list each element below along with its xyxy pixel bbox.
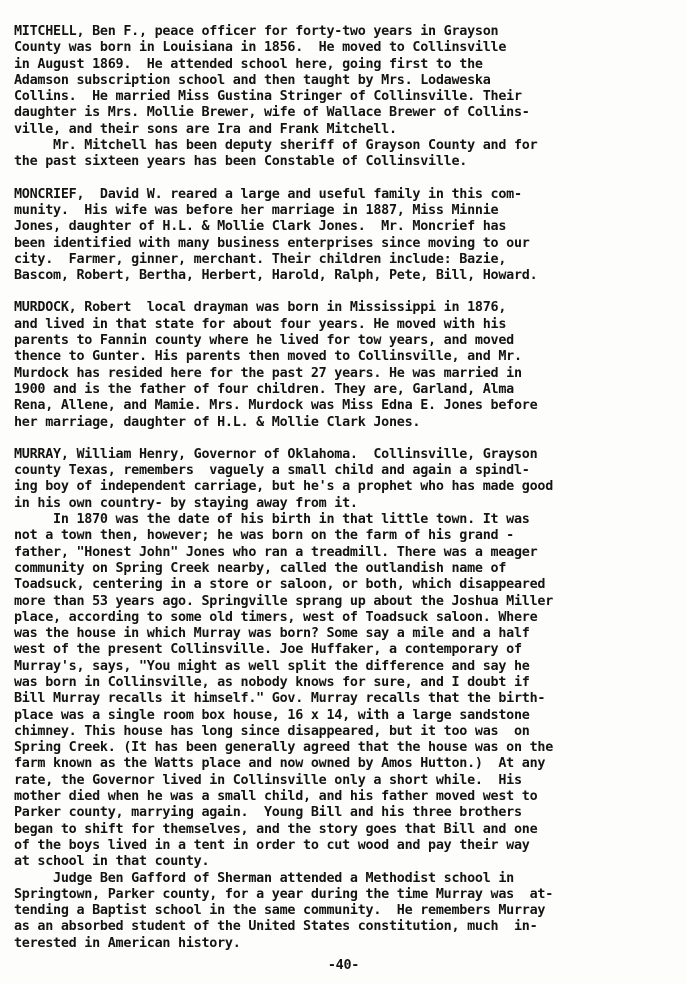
text-line: of the boys lived in a tent in order to cut wood and pay their way bbox=[14, 837, 530, 853]
text-line: Spring Creek. (It has been generally agreed that the house was on the bbox=[14, 740, 554, 756]
text-line: place was a single room box house, 16 x 14, with a large sandstone bbox=[14, 707, 530, 723]
text-line: Murray's, says, "You might as well split the difference and say he bbox=[14, 658, 530, 674]
text-line: parents to Fannin county where he lived for tow years, and moved bbox=[14, 333, 514, 349]
text-line: terested in American history. bbox=[14, 935, 241, 951]
text-line: MONCRIEF, David W. reared a large and useful family in this com- bbox=[14, 186, 522, 202]
text-line: In 1870 was the date of his birth in that little town. It was bbox=[14, 512, 530, 528]
text-line: farm known as the Watts place and now owned by Amos Hutton.) At any bbox=[14, 756, 546, 772]
text-line: MURDOCK, Robert local drayman was born in Mississippi in 1876, bbox=[14, 300, 507, 316]
text-line: as an absorbed student of the United States constitution, much in- bbox=[14, 919, 538, 935]
text-line: thence to Gunter. His parents then moved to Collinsville, and Mr. bbox=[14, 349, 522, 365]
text-line: MITCHELL, Ben F., peace officer for forty-two years in Grayson bbox=[14, 24, 499, 39]
text-line: munity. His wife was before her marriage in 1887, Miss Minnie bbox=[14, 202, 499, 218]
text-line: Toadsuck, centering in a store or saloon, or both, which disappeared bbox=[14, 577, 546, 593]
text-line: mother died when he was a small child, and his father moved west to bbox=[14, 789, 538, 805]
text-line: at school in that county. bbox=[14, 854, 210, 870]
text-line: Rena, Allene, and Mamie. Mrs. Murdock was Miss Edna E. Jones before bbox=[14, 398, 538, 414]
text-line: began to shift for themselves, and the story goes that Bill and one bbox=[14, 821, 538, 837]
text-line: county Texas, remembers vaguely a small child and again a spindl- bbox=[14, 463, 530, 479]
text-line: rate, the Governor lived in Collinsville only a short while. His bbox=[14, 772, 522, 788]
text-line: Adamson subscription school and then taught by Mrs. Lodaweska bbox=[14, 72, 491, 88]
text-line: ing boy of independent carriage, but he's a prophet who has made good bbox=[14, 479, 554, 495]
text-line: community on Spring Creek nearby, called the outlandish name of bbox=[14, 560, 507, 576]
text-line: daughter is Mrs. Mollie Brewer, wife of Wallace Brewer of Collins- bbox=[14, 105, 530, 121]
text-line: west of the present Collinsville. Joe Huffaker, a contemporary of bbox=[14, 642, 522, 658]
text-line: tending a Baptist school in the same community. He remembers Murray bbox=[14, 903, 546, 919]
text-line: Bascom, Robert, Bertha, Herbert, Harold, Ralph, Pete, Bill, Howard. bbox=[14, 268, 538, 284]
text-line: been identified with many business enterprises since moving to our bbox=[14, 235, 530, 251]
text-line: Murdock has resided here for the past 27 years. He was married in bbox=[14, 365, 522, 381]
text-line: place, according to some old timers, west of Toadsuck saloon. Where bbox=[14, 609, 538, 625]
text-line: Jones, daughter of H.L. & Mollie Clark Jones. Mr. Moncrief has bbox=[14, 219, 507, 235]
entry-murray bbox=[14, 447, 676, 952]
text-line: city. Farmer, ginner, merchant. Their children include: Bazie, bbox=[14, 251, 507, 267]
entry-murdock bbox=[14, 300, 676, 430]
text-line: more than 53 years ago. Springville sprang up about the Joshua Miller bbox=[14, 593, 554, 609]
text-line: Parker county, marrying again. Young Bill and his three brothers bbox=[14, 805, 522, 821]
entry-moncrief bbox=[14, 187, 676, 285]
text-line: Bill Murray recalls it himself." Gov. Murray recalls that the birth- bbox=[14, 691, 546, 707]
text-line: and lived in that state for about four years. He moved with his bbox=[14, 316, 507, 332]
document-body bbox=[14, 24, 676, 968]
text-line: her marriage, daughter of H.L. & Mollie Clark Jones. bbox=[14, 414, 421, 430]
entry-mitchell bbox=[14, 24, 676, 171]
text-line: not a town then, however; he was born on the farm of his grand - bbox=[14, 528, 514, 544]
text-line: Judge Ben Gafford of Sherman attended a Methodist school in bbox=[14, 870, 514, 886]
text-line: 1900 and is the father of four children. They are, Garland, Alma bbox=[14, 381, 514, 397]
text-line: the past sixteen years has been Constable of Collinsville. bbox=[14, 154, 468, 170]
text-line: father, "Honest John" Jones who ran a treadmill. There was a meager bbox=[14, 544, 538, 560]
text-line: chimney. This house has long since disappeared, but it too was on bbox=[14, 723, 530, 739]
text-line: in his own country- by staying away from it. bbox=[14, 495, 358, 511]
text-line: was born in Collinsville, as nobody knows for sure, and I doubt if bbox=[14, 674, 530, 690]
text-line: Collins. He married Miss Gustina Stringer of Collinsville. Their bbox=[14, 89, 522, 105]
text-line: County was born in Louisiana in 1856. He moved to Collinsville bbox=[14, 40, 507, 56]
text-line: was the house in which Murray was born? Some say a mile and a half bbox=[14, 626, 530, 642]
text-line: MURRAY, William Henry, Governor of Oklahoma. Collinsville, Grayson bbox=[14, 446, 538, 462]
text-line: Springtown, Parker county, for a year during the time Murray was at- bbox=[14, 886, 554, 902]
page-number: -40- bbox=[327, 958, 360, 973]
text-line: ville, and their sons are Ira and Frank Mitchell. bbox=[14, 121, 397, 137]
text-line: in August 1869. He attended school here, going first to the bbox=[14, 56, 483, 72]
text-line: Mr. Mitchell has been deputy sheriff of Grayson County and for bbox=[14, 138, 538, 154]
